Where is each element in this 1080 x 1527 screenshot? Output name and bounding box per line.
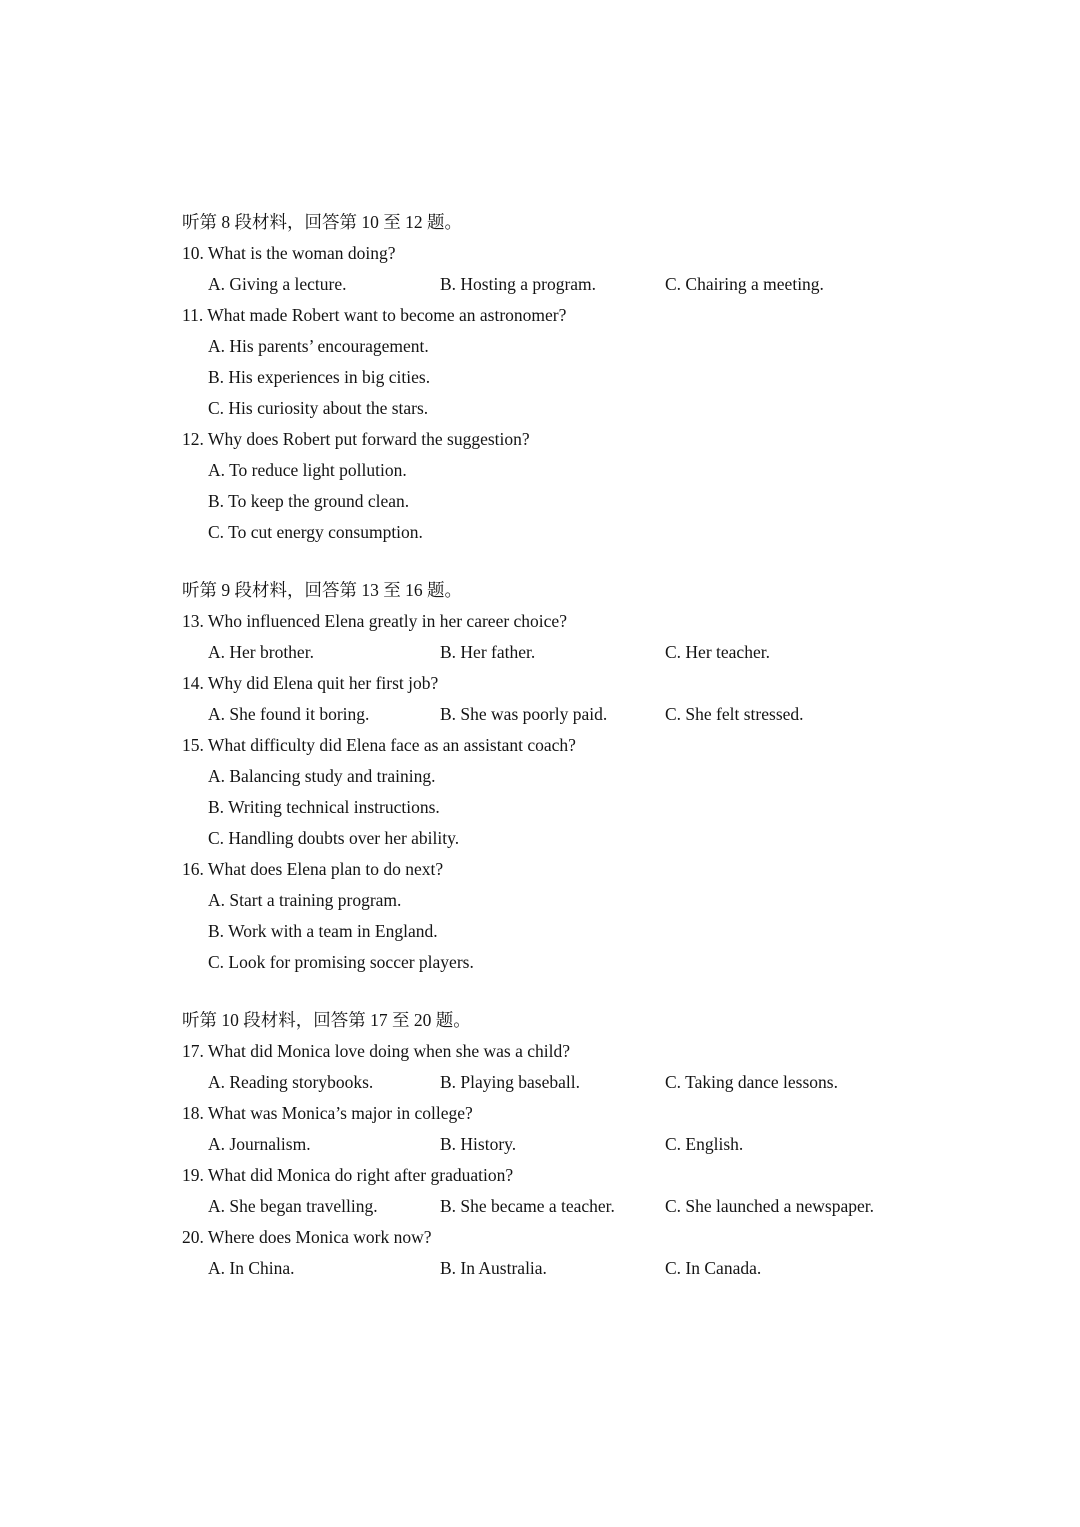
option-c: C. His curiosity about the stars. [208,398,429,418]
option-a: A. To reduce light pollution. [208,460,407,480]
question-text: 14. Why did Elena quit her first job? [182,673,439,693]
options-row [208,1253,940,1284]
option-b: B. History. [440,1134,517,1154]
options-row [208,699,940,730]
option-b: B. Her father. [440,642,536,662]
option-a: A. She began travelling. [208,1196,378,1216]
option-c: C. Chairing a meeting. [665,274,824,294]
option-b: B. In Australia. [440,1258,547,1278]
option-c: C. Her teacher. [665,642,770,662]
option-c: C. Look for promising soccer players. [208,952,474,972]
option-a: A. Balancing study and training. [208,766,436,786]
option-a: A. Journalism. [208,1134,311,1154]
question-text: 15. What difficulty did Elena face as an assistant coach? [182,735,576,755]
options-row [208,1191,940,1222]
section-header: 听第 10 段材料，回答第 17 至 20 题。 [182,1010,471,1030]
option-a: A. In China. [208,1258,295,1278]
option-b: B. She became a teacher. [440,1196,615,1216]
option-c: C. She felt stressed. [665,704,804,724]
question-text: 13. Who influenced Elena greatly in her career choice? [182,611,567,631]
options-row [208,1067,940,1098]
option-a: A. Start a training program. [208,890,402,910]
question-text: 19. What did Monica do right after graduation? [182,1165,514,1185]
question-text: 16. What does Elena plan to do next? [182,859,444,879]
option-c: C. In Canada. [665,1258,762,1278]
option-c: C. To cut energy consumption. [208,522,423,542]
options-row [208,269,940,300]
option-c: C. She launched a newspaper. [665,1196,874,1216]
options-row [208,637,940,668]
option-c: C. Handling doubts over her ability. [208,828,460,848]
question-text: 17. What did Monica love doing when she was a child? [182,1041,570,1061]
option-b: B. His experiences in big cities. [208,367,431,387]
option-c: C. Taking dance lessons. [665,1072,838,1092]
section-header: 听第 8 段材料，回答第 10 至 12 题。 [182,212,462,232]
option-c: C. English. [665,1134,744,1154]
option-a: A. She found it boring. [208,704,370,724]
option-b: B. To keep the ground clean. [208,491,410,511]
options-row [208,1129,940,1160]
question-text: 11. What made Robert want to become an astronomer? [182,305,567,325]
section-header: 听第 9 段材料，回答第 13 至 16 题。 [182,580,462,600]
option-a: A. Giving a lecture. [208,274,347,294]
question-text: 12. Why does Robert put forward the suggestion? [182,429,530,449]
option-b: B. Hosting a program. [440,274,597,294]
question-text: 10. What is the woman doing? [182,243,396,263]
exam-content [182,207,940,1284]
option-b: B. Work with a team in England. [208,921,438,941]
option-b: B. She was poorly paid. [440,704,608,724]
option-a: A. Her brother. [208,642,314,662]
question-text: 20. Where does Monica work now? [182,1227,432,1247]
option-b: B. Writing technical instructions. [208,797,440,817]
option-a: A. His parents’ encouragement. [208,336,429,356]
option-b: B. Playing baseball. [440,1072,580,1092]
option-a: A. Reading storybooks. [208,1072,374,1092]
question-text: 18. What was Monica’s major in college? [182,1103,473,1123]
